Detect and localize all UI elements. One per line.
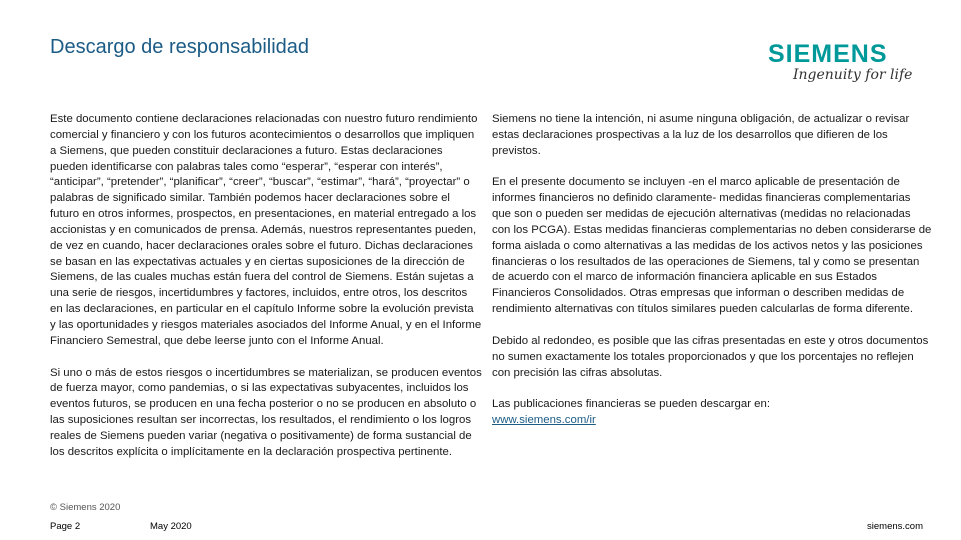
right-paragraph-3: Debido al redondeo, es posible que las cifras presentadas en este y otros documentos no sumen exactamente los totales proporcionados y que los porcentajes no reflejen con precisión las cifras absolutas. <box>492 334 929 379</box>
left-column <box>50 112 482 461</box>
right-column <box>492 112 932 429</box>
siemens-logo <box>768 42 938 83</box>
logo-tagline: Ingenuity for life <box>793 67 913 83</box>
investor-relations-link[interactable]: www.siemens.com/ir <box>492 414 596 427</box>
footer-page-number: Page 2 <box>50 521 81 532</box>
right-paragraph-1: Siemens no tiene la intención, ni asume ninguna obligación, de actualizar o revisar estas declaraciones prospectivas a la luz de los desarrollos que difieren de los previstos. <box>492 113 910 157</box>
right-paragraph-4: Las publicaciones financieras se pueden descargar en: <box>492 398 770 411</box>
left-paragraph-2: Si uno o más de estos riesgos o incertidumbres se materializan, se producen eventos de fuerza mayor, como pandemias, o si las expectativas subyacentes, incluidos los eventos futuros, se producen en una fecha posterior o no se producen en absoluto o las suposiciones resultan ser incorrectas, los resultados, el rendimiento o los logros reales de Siemens pueden variar (negativa o positivamente) de forma sustancial de los descritos explícita o implícitamente en la declaración prospectiva pertinente. <box>50 366 482 458</box>
logo-wordmark: SIEMENS <box>768 40 888 68</box>
footer-date: May 2020 <box>150 521 192 532</box>
copyright: © Siemens 2020 <box>50 502 121 513</box>
left-paragraph-1: Este documento contiene declaraciones relacionadas con nuestro futuro rendimiento comercial y financiero y con los futuros acontecimientos o desarrollos que impliquen a Siemens, que pueden constituir declaraciones a futuro. Estas declaraciones pueden identificarse con palabras tales como “esperar”, “esperar con interés”, “anticipar”, “pretender”, “planificar”, “creer”, “buscar”, “estimar”, “hará”, “proyectar” o palabras de significado similar. También podemos hacer declaraciones sobre el futuro en otros informes, prospectos, en presentaciones, en material entregado a los accionistas y en comunicados de prensa. Además, nuestros representantes pueden, de vez en cuando, hacer declaraciones orales sobre el futuro. Dichas declaraciones se basan en las expectativas actuales y en ciertas suposiciones de la dirección de Siemens, de las cuales muchas están fuera del control de Siemens. Están sujetas a una serie de riesgos, incertidumbres y factores, incluidos, entre otros, los descritos en las declaraciones, en particular en el capítulo Informe sobre la evolución prevista y las oportunidades y riesgos materiales asociados del Informe Anual, y en el Informe Financiero Semestral, que debe leerse junto con el Informe Anual. <box>50 113 482 347</box>
page-title: Descargo de responsabilidad <box>50 36 310 58</box>
footer-site: siemens.com <box>867 521 923 532</box>
right-paragraph-2: En el presente documento se incluyen -en el marco aplicable de presentación de informes financieros no definido claramente- medidas financieras complementarias que son o pueden ser medidas de ejecución alternativas (medidas no relacionadas con los PCGA). Estas medidas financieras complementarias no deben considerarse de forma aislada o como alternativas a las medidas de los activos netos y las posiciones financieras o los resultados de las operaciones de Siemens, tal y como se presentan de acuerdo con el marco de información financiera aplicable en sus Estados Financieros Consolidados. Otras empresas que informan o describen medidas de rendimiento alternativas con títulos similares pueden calcularlas de forma diferente. <box>492 176 932 316</box>
